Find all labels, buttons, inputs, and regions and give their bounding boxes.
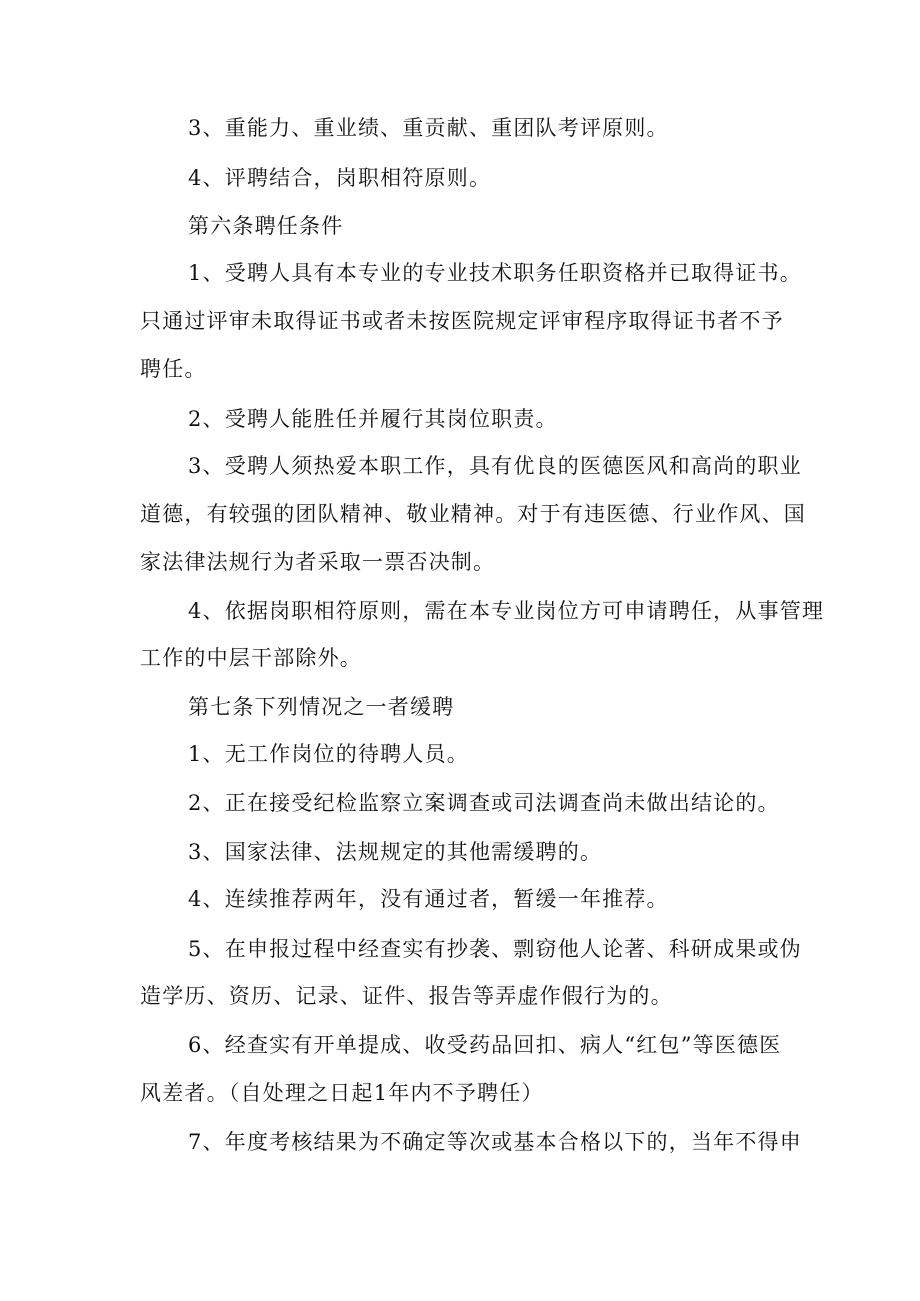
text-line: 2、正在接受纪检监察立案调查或司法调查尚未做出结论的。	[188, 791, 780, 815]
text-line: 5、在申报过程中经查实有抄袭、剽窃他人论著、科研成果或伪	[188, 937, 802, 961]
text-line: 4、评聘结合，岗职相符原则。	[188, 166, 492, 190]
text-line: 4、依据岗职相符原则，需在本专业岗位方可申请聘任，从事管理	[188, 599, 825, 623]
text-line: 7、年度考核结果为不确定等次或基本合格以下的，当年不得申	[188, 1130, 802, 1154]
text-line: 1、无工作岗位的待聘人员。	[188, 742, 469, 766]
text-line: 3、重能力、重业绩、重贡献、重团队考评原则。	[188, 116, 669, 140]
text-line: 道德，有较强的团队精神、敬业精神。对于有违医德、行业作风、国	[140, 502, 806, 526]
text-line: 工作的中层干部除外。	[140, 646, 362, 670]
text-line: 造学历、资历、记录、证件、报告等弄虚作假行为的。	[140, 984, 673, 1008]
text-line: 家法律法规行为者采取一票否决制。	[140, 550, 496, 574]
text-line: 只通过评审未取得证书或者未按医院规定评审程序取得证书者不予	[140, 309, 784, 333]
section-heading: 第六条聘任条件	[188, 214, 344, 238]
text-line: 3、受聘人须热爱本职工作，具有优良的医德医风和高尚的职业	[188, 454, 802, 478]
text-line: 3、国家法律、法规规定的其他需缓聘的。	[188, 840, 603, 864]
text-line: 1、受聘人具有本专业的专业技术职务任职资格并已取得证书。	[188, 261, 802, 285]
text-line: 聘任。	[140, 357, 207, 381]
text-line: 2、受聘人能胜任并履行其岗位职责。	[188, 407, 558, 431]
text-line: 6、经查实有开单提成、收受药品回扣、病人“红包”等医德医	[188, 1033, 782, 1057]
section-heading: 第七条下列情况之一者缓聘	[188, 695, 455, 719]
text-line: 风差者。（自处理之日起1年内不予聘任）	[140, 1081, 544, 1105]
text-line: 4、连续推荐两年，没有通过者，暂缓一年推荐。	[188, 887, 669, 911]
